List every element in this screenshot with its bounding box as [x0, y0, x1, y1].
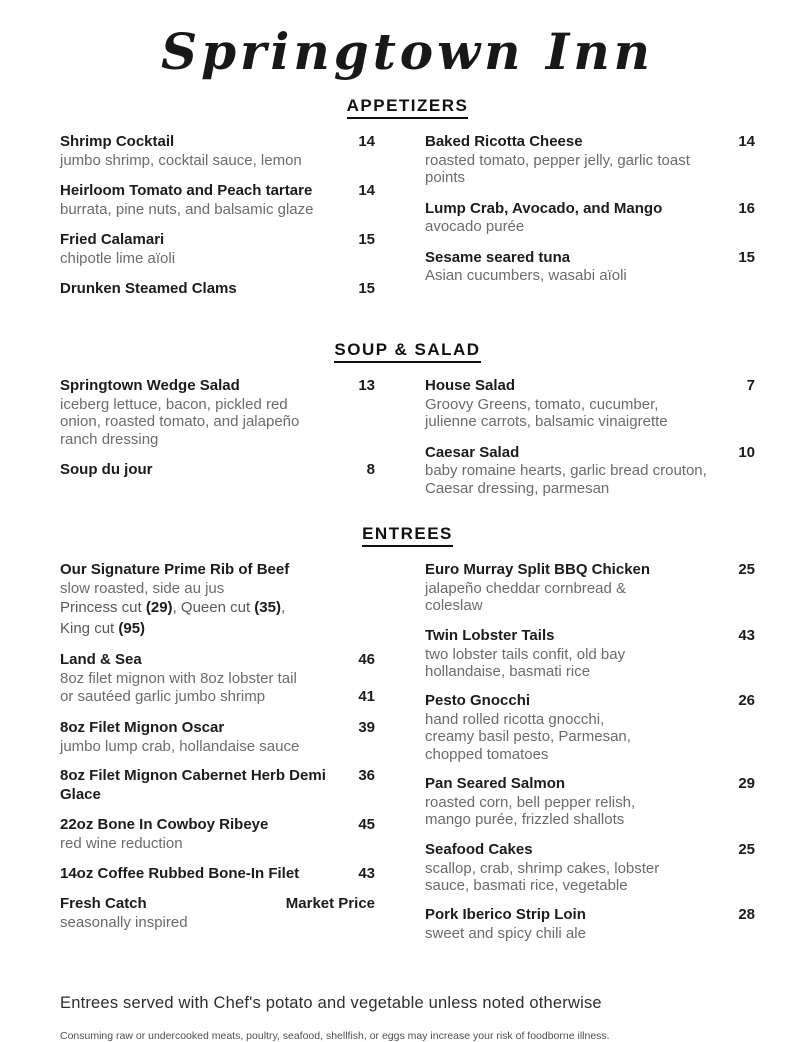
- item-description: two lobster tails confit, old bay: [425, 645, 626, 663]
- item-price: 41: [358, 688, 375, 706]
- item-description: jumbo lump crab, hollandaise sauce: [60, 737, 300, 755]
- item-name: Pan Seared Salmon: [425, 775, 566, 793]
- item-name: Soup du jour: [60, 461, 153, 479]
- item-price: 8: [366, 461, 375, 479]
- item-description: baby romaine hearts, garlic bread crouton,: [425, 462, 707, 480]
- cut-price: (35): [254, 599, 281, 617]
- item-price: 7: [746, 377, 755, 395]
- item-price: 43: [738, 626, 755, 644]
- item-name: Baked Ricotta Cheese: [425, 133, 583, 150]
- item-row: [425, 627, 755, 646]
- item-row: [60, 865, 375, 884]
- item-name: Pork Iberico Strip Loin: [425, 906, 586, 924]
- menu-item: [425, 249, 755, 285]
- item-row: [425, 200, 755, 219]
- item-name: Pesto Gnocchi: [425, 692, 531, 710]
- item-row: [425, 692, 755, 711]
- item-price: 29: [738, 775, 755, 793]
- item-description: sauce, basmati rice, vegetable: [425, 876, 628, 894]
- item-row: [425, 377, 755, 396]
- item-description: roasted tomato, pepper jelly, garlic toast: [425, 151, 690, 169]
- section-heading-wrap: [60, 524, 755, 559]
- item-description: creamy basil pesto, Parmesan,: [425, 728, 631, 746]
- item-description: roasted corn, bell pepper relish,: [425, 793, 636, 811]
- menu-item: [60, 231, 375, 267]
- item-price: 14: [358, 182, 375, 200]
- item-row: [60, 895, 375, 914]
- menu-section: [60, 340, 755, 510]
- item-row: [60, 767, 375, 805]
- item-description: points: [425, 169, 466, 187]
- menu-item: [425, 377, 755, 431]
- section-heading: ENTREES: [362, 524, 453, 547]
- item-price: 26: [738, 692, 755, 710]
- item-row: [60, 561, 375, 580]
- item-description: chopped tomatoes: [425, 745, 549, 763]
- menu-item: [425, 561, 755, 615]
- item-row: [425, 775, 755, 794]
- cut-price: (29): [145, 599, 173, 617]
- menu-item: [60, 865, 375, 884]
- item-name: Fresh Catch: [60, 895, 147, 913]
- item-price: 15: [358, 231, 375, 249]
- item-description: julienne carrots, balsamic vinaigrette: [425, 413, 668, 431]
- section-columns: [60, 561, 755, 954]
- item-price: 25: [738, 561, 755, 579]
- footer-note: Entrees served with Chef's potato and vegetable unless noted otherwise: [60, 994, 602, 1013]
- item-row: [60, 182, 375, 201]
- menu-item: [60, 895, 375, 931]
- item-name: House Salad: [425, 377, 516, 395]
- item-price: 45: [358, 816, 375, 834]
- item-description: jumbo shrimp, cocktail sauce, lemon: [60, 151, 302, 169]
- item-price: 10: [738, 443, 755, 461]
- restaurant-title: Springtown Inn: [160, 22, 655, 81]
- menu-item: [425, 627, 755, 681]
- item-description: jalapeño cheddar cornbread &: [425, 579, 626, 597]
- item-price: 43: [358, 864, 375, 882]
- menu-sections: [60, 96, 755, 954]
- item-price: 14: [358, 133, 375, 150]
- item-row: [425, 444, 755, 463]
- item-description: burrata, pine nuts, and balsamic glaze: [60, 200, 314, 218]
- item-row: [60, 377, 375, 396]
- menu-item: [60, 461, 375, 480]
- item-price: 14: [738, 133, 755, 150]
- menu-column: [60, 133, 375, 312]
- item-description: 8oz filet mignon with 8oz lobster tail: [60, 669, 297, 687]
- item-name: Sesame seared tuna: [425, 248, 571, 266]
- menu-item: [425, 444, 755, 498]
- item-name: Our Signature Prime Rib of Beef: [60, 561, 290, 579]
- menu-item: [425, 200, 755, 236]
- menu-item: [60, 182, 375, 218]
- item-price: 39: [358, 718, 375, 736]
- item-cut-options: Princess cut (29), Queen cut (35),: [60, 599, 286, 617]
- item-name: Springtown Wedge Salad: [60, 377, 240, 395]
- item-price: 28: [738, 906, 755, 924]
- section-heading: SOUP & SALAD: [334, 340, 480, 363]
- item-price: 13: [358, 377, 375, 395]
- item-row: [425, 561, 755, 580]
- menu-item: [60, 651, 375, 707]
- item-price: 15: [738, 248, 755, 266]
- menu-item: [425, 775, 755, 829]
- item-row: [425, 249, 755, 268]
- item-description: red wine reduction: [60, 835, 183, 853]
- item-description: sweet and spicy chili ale: [425, 925, 586, 943]
- item-name: Euro Murray Split BBQ Chicken: [425, 561, 651, 579]
- section-heading-wrap: [60, 96, 755, 131]
- item-name: Land & Sea: [60, 650, 142, 668]
- item-extra-row: [60, 688, 375, 707]
- item-description: or sautéed garlic jumbo shrimp: [60, 688, 266, 706]
- item-description: seasonally inspired: [60, 914, 188, 932]
- item-price: 15: [358, 280, 375, 298]
- menu-item: [60, 719, 375, 755]
- item-cut-options: King cut (95): [60, 620, 146, 638]
- menu-item: [60, 561, 375, 639]
- item-name: Shrimp Cocktail: [60, 133, 175, 150]
- item-description: hand rolled ricotta gnocchi,: [425, 711, 605, 729]
- menu-column: [425, 377, 755, 510]
- item-row: [425, 841, 755, 860]
- item-name: Fried Calamari: [60, 231, 165, 249]
- item-row: [60, 816, 375, 835]
- item-price: 16: [738, 199, 755, 217]
- item-description: slow roasted, side au jus: [60, 579, 225, 597]
- item-name: 14oz Coffee Rubbed Bone-In Filet: [60, 864, 300, 882]
- item-description: ranch dressing: [60, 430, 159, 448]
- footer-disclaimer: Consuming raw or undercooked meats, poultry, seafood, shellfish, or eggs may increase your risk of foodborne illness.: [60, 1030, 610, 1042]
- menu-column: [60, 561, 375, 954]
- menu-item: [60, 377, 375, 448]
- item-description: scallop, crab, shrimp cakes, lobster: [425, 859, 660, 877]
- item-row: [425, 133, 755, 152]
- menu-item: [425, 841, 755, 895]
- item-name: Heirloom Tomato and Peach tartare: [60, 182, 313, 200]
- item-price: Market Price: [285, 895, 375, 913]
- menu-column: [425, 561, 755, 954]
- item-price: 36: [358, 766, 375, 784]
- item-description: iceberg lettuce, bacon, pickled red: [60, 395, 288, 413]
- item-row: [60, 231, 375, 250]
- item-name: Lump Crab, Avocado, and Mango: [425, 199, 663, 217]
- item-description: coleslaw: [425, 597, 483, 615]
- item-description: Asian cucumbers, wasabi aïoli: [425, 267, 627, 285]
- item-price: 46: [358, 650, 375, 668]
- menu-item: [60, 133, 375, 169]
- section-heading-wrap: [60, 340, 755, 375]
- item-row: [425, 906, 755, 925]
- section-columns: [60, 133, 755, 312]
- item-row: [60, 280, 375, 299]
- menu-item: [425, 906, 755, 942]
- menu-item: [60, 280, 375, 299]
- menu-item: [60, 767, 375, 805]
- item-description: avocado purée: [425, 218, 525, 236]
- item-row: [60, 719, 375, 738]
- menu-section: [60, 524, 755, 954]
- item-name: Twin Lobster Tails: [425, 626, 555, 644]
- item-description: hollandaise, basmati rice: [425, 662, 591, 680]
- item-row: [60, 651, 375, 670]
- menu-item: [425, 133, 755, 187]
- item-description: Groovy Greens, tomato, cucumber,: [425, 395, 659, 413]
- menu-item: [425, 692, 755, 763]
- section-columns: [60, 377, 755, 510]
- item-name: Drunken Steamed Clams: [60, 280, 237, 298]
- item-description: chipotle lime aïoli: [60, 250, 176, 268]
- menu-column: [60, 377, 375, 510]
- item-row: [60, 133, 375, 152]
- item-price: 25: [738, 840, 755, 858]
- section-heading: APPETIZERS: [347, 96, 469, 119]
- cut-price: (95): [118, 620, 146, 638]
- item-name: Caesar Salad: [425, 443, 520, 461]
- item-description: mango purée, frizzled shallots: [425, 811, 625, 829]
- item-description: Caesar dressing, parmesan: [425, 479, 610, 497]
- menu-item: [60, 816, 375, 852]
- item-row: [60, 461, 375, 480]
- item-name: 8oz Filet Mignon Oscar: [60, 718, 225, 736]
- item-name: 22oz Bone In Cowboy Ribeye: [60, 816, 269, 834]
- item-description: onion, roasted tomato, and jalapeño: [60, 413, 300, 431]
- menu-section: [60, 96, 755, 312]
- item-name: Seafood Cakes: [425, 840, 533, 858]
- menu-column: [425, 133, 755, 312]
- item-name: 8oz Filet Mignon Cabernet Herb Demi Glace: [60, 766, 326, 803]
